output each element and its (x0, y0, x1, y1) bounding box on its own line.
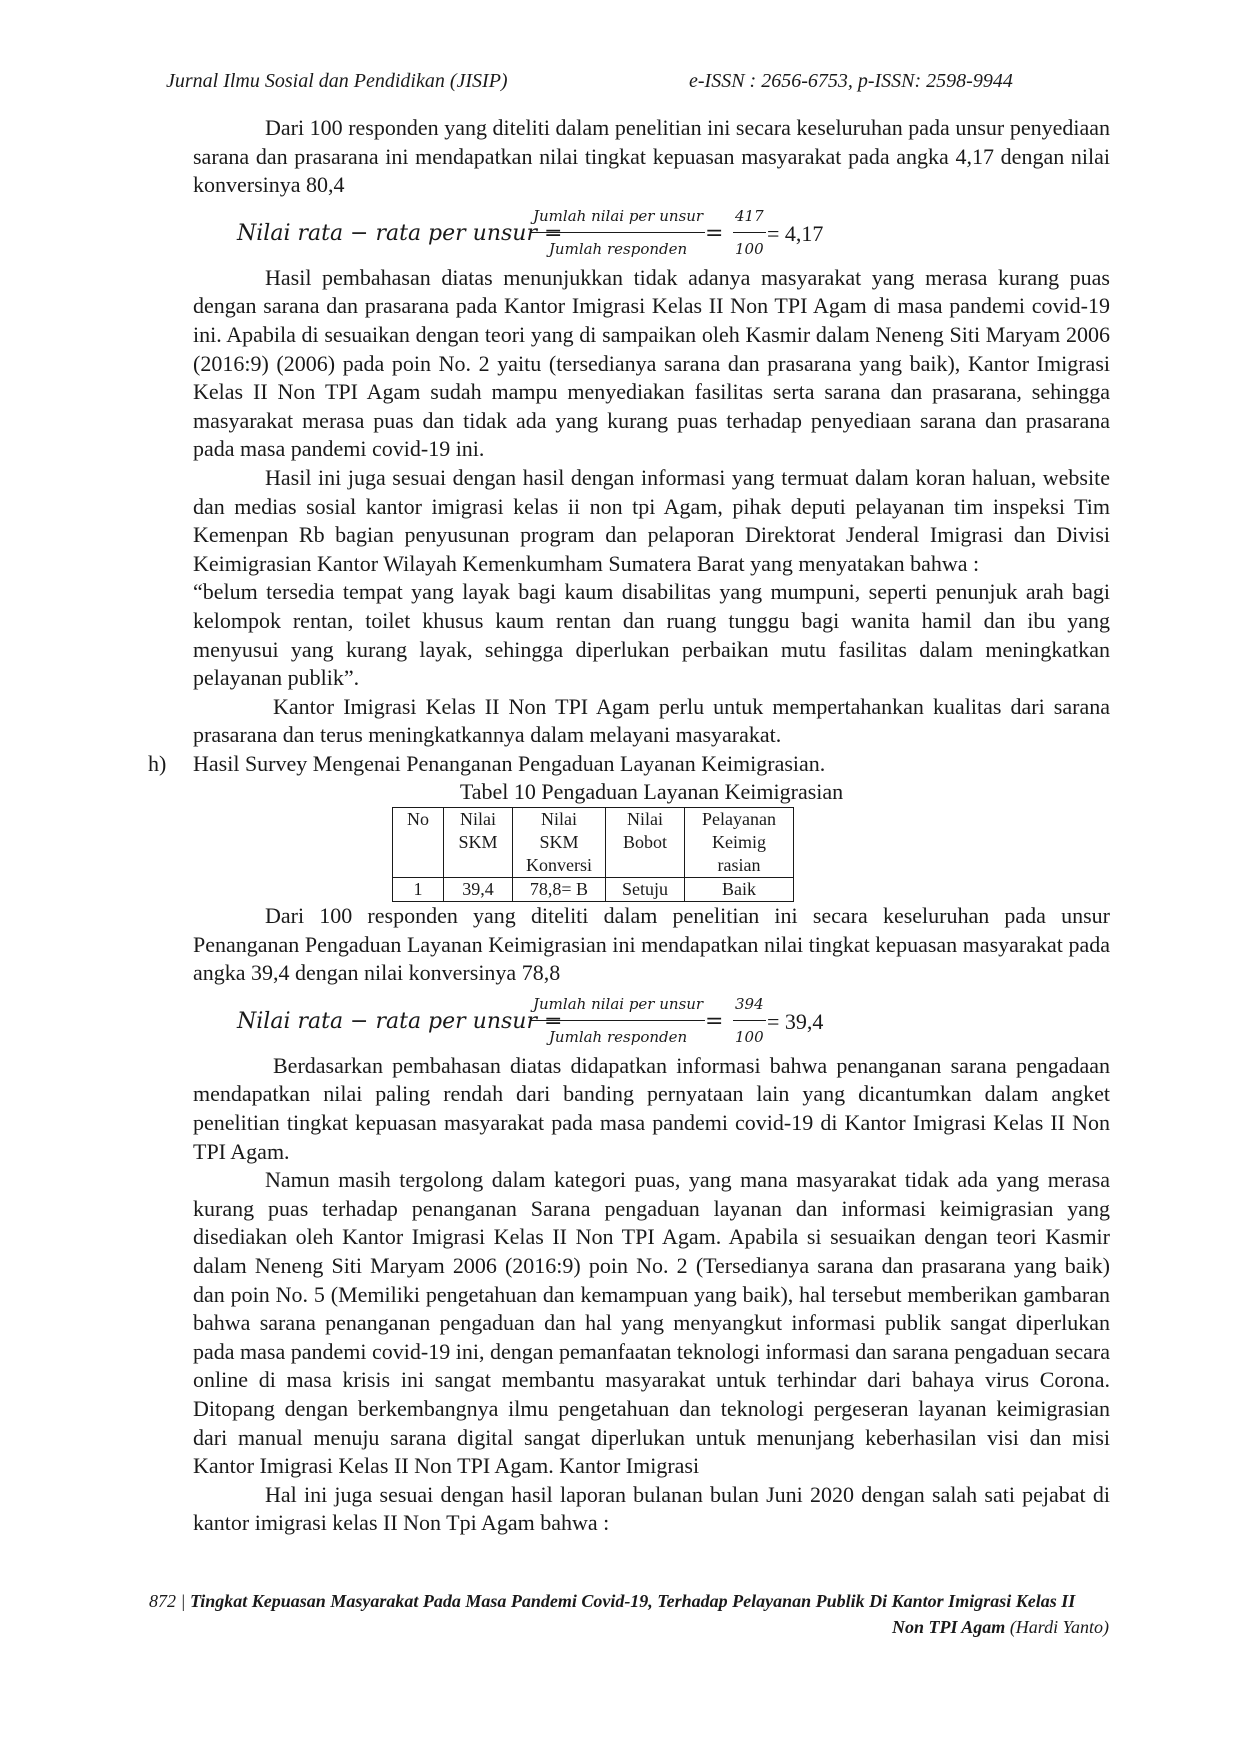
header-cell-nilai-bobot: Nilai Bobot (606, 808, 685, 878)
footer-line-1 (149, 1588, 1109, 1614)
footer-author: (Hardi Yanto) (1009, 1617, 1109, 1637)
list-item-h (148, 750, 1110, 779)
list-text: Hasil Survey Mengenai Penanganan Pengaduan Layanan Keimigrasian. (193, 750, 826, 776)
article-body (148, 114, 1110, 1538)
fraction-numerator: Jumlah nilai per unsur (531, 990, 705, 1022)
formula-average-2 (193, 988, 1110, 1052)
table-cell: Baik (685, 878, 794, 902)
running-footer (149, 1588, 1109, 1640)
formula-average-1 (193, 200, 1110, 264)
table-cell: 78,8= B (513, 878, 606, 902)
fraction-denominator: 100 (735, 240, 764, 259)
paragraph: Dari 100 responden yang diteliti dalam penelitian ini secara keseluruhan pada unsur penyediaan sarana dan prasarana ini mendapatkan nilai tingkat kepuasan masyarakat pada angka 4,17 dengan nilai konversinya 80,4 (193, 115, 1110, 198)
footer-separator: | (180, 1591, 186, 1611)
formula-fraction (531, 202, 705, 264)
table-cell: 39,4 (444, 878, 513, 902)
paragraph: Hasil ini juga sesuai dengan hasil dengan informasi yang termuat dalam koran haluan, website dan medias sosial kantor imigrasi kelas ii non tpi Agam, pihak deputi pelayanan tim inspeksi Tim Kemenpan Rb bagian penyusunan program dan pelaporan Direktorat Jenderal Imigrasi dan Divisi Keimigrasian Kantor Wilayah Kemenkumham Sumatera Barat yang menyatakan bahwa : (193, 464, 1110, 576)
table-caption: Tabel 10 Pengaduan Layanan Keimigrasian (459, 779, 844, 805)
list-label: h) (148, 750, 167, 776)
fraction-denominator: Jumlah responden (548, 1028, 688, 1047)
paragraph: Hasil pembahasan diatas menunjukkan tidak adanya masyarakat yang merasa kurang puas dengan sarana dan prasarana pada Kantor Imigrasi Kelas II Non TPI Agam di masa pandemi covid-19 ini. Apabila di sesuaikan dengan teori yang di sampaikan oleh Kasmir dalam Neneng Siti Maryam 2006 (2016:9) (2006) pada poin No. 2 yaitu (tersedianya sarana dan prasarana yang baik), Kantor Imigrasi Kelas II Non TPI Agam sudah mampu menyediakan fasilitas serta sarana dan prasarana, sehingga masyarakat merasa puas dan tidak ada yang kurang puas terhadap penyediaan sarana dan prasarana pada masa pandemi covid-19 ini. (193, 264, 1110, 462)
formula-result: = 4,17 (767, 220, 824, 246)
header-cell-nilai-skm-konversi: Nilai SKM Konversi (513, 808, 606, 878)
table-10 (392, 807, 794, 902)
fraction-denominator: Jumlah responden (548, 240, 688, 259)
paragraph: Berdasarkan pembahasan diatas didapatkan informasi bahwa penanganan sarana pengadaan mendapatkan nilai paling rendah dari banding pernyataan lain yang dicantumkan dalam angket penelitian tingkat kepuasan masyarakat pada masa pandemi covid-19 di Kantor Imigrasi Kelas II Non TPI Agam. (193, 1052, 1110, 1164)
formula-equals: = (705, 1008, 724, 1034)
formula-lhs: Nilai rata − rata per unsur = (237, 1008, 563, 1034)
quotation: “belum tersedia tempat yang layak bagi kaum disabilitas yang mumpuni, seperti penunjuk arah bagi kelompok rentan, toilet khusus kaum rentan dan ruang tunggu bagi wanita hamil dan ibu yang menyusui yang kurang layak, sehingga diperlukan perbaikan mutu fasilitas dalam meningkatkan pelayanan publik”. (193, 579, 1110, 691)
journal-name: Jurnal Ilmu Sosial dan Pendidikan (JISIP) (166, 70, 508, 92)
formula-equals: = (705, 220, 724, 246)
formula-fraction (531, 990, 705, 1052)
formula-fraction-values (733, 202, 766, 264)
table-cell: Setuju (606, 878, 685, 902)
formula-result: = 39,4 (767, 1008, 824, 1034)
table-header-row (393, 808, 794, 878)
formula-fraction-values (733, 990, 766, 1052)
footer-line-2 (149, 1614, 1109, 1640)
paragraph: Kantor Imigrasi Kelas II Non TPI Agam perlu untuk mempertahankan kualitas dari sarana prasarana dan terus meningkatkannya dalam melayani masyarakat. (193, 693, 1110, 748)
formula-lhs: Nilai rata − rata per unsur = (237, 220, 563, 246)
header-cell-nilai-skm: Nilai SKM (444, 808, 513, 878)
fraction-numerator: Jumlah nilai per unsur (531, 202, 705, 234)
table-cell: 1 (393, 878, 444, 902)
fraction-numerator: 417 (733, 202, 766, 234)
table-row (393, 878, 794, 902)
header-cell-no: No (393, 808, 444, 878)
paragraph: Hal ini juga sesuai dengan hasil laporan bulanan bulan Juni 2020 dengan salah sati pejabat di kantor imigrasi kelas II Non Tpi Agam bahwa : (193, 1481, 1110, 1536)
page-number: 872 (149, 1591, 176, 1611)
fraction-numerator: 394 (733, 990, 766, 1022)
paragraph: Dari 100 responden yang diteliti dalam penelitian ini secara keseluruhan pada unsur Penanganan Pengaduan Layanan Keimigrasian ini mendapatkan nilai tingkat kepuasan masyarakat pada angka 39,4 dengan nilai konversinya 78,8 (193, 903, 1110, 986)
issn-info: e-ISSN : 2656-6753, p-ISSN: 2598-9944 (689, 70, 1013, 92)
footer-title: Tingkat Kepuasan Masyarakat Pada Masa Pandemi Covid-19, Terhadap Pelayanan Publik Di Kantor Imigrasi Kelas II (189, 1591, 1076, 1611)
paragraph: Namun masih tergolong dalam kategori puas, yang mana masyarakat tidak ada yang merasa kurang puas terhadap penanganan Sarana pengaduan layanan dan informasi keimigrasian yang disediakan oleh Kantor Imigrasi Kelas II Non TPI Agam. Apabila si sesuaikan dengan teori Kasmir dalam Neneng Siti Maryam 2006 (2016:9) poin No. 2 (Tersedianya sarana dan prasarana yang baik) dan poin No. 5 (Memiliki pengetahuan dan kemampuan yang baik), hal tersebut memberikan gambaran bahwa sarana penanganan pengaduan dan hal yang menyangkut informasi publik sangat diperlukan pada masa pandemi covid-19 ini, dengan pemanfaatan teknologi informasi dan sarana pengaduan secara online di masa krisis ini sangat membantu masyarakat untuk terhindar dari bahaya virus Corona. Ditopang dengan berkembangnya ilmu pengetahuan dan teknologi pergeseran layanan keimigrasian dari manual menuju sarana digital sangat diperlukan untuk menunjang keberhasilan visi dan misi Kantor Imigrasi Kelas II Non TPI Agam. Kantor Imigrasi (193, 1167, 1110, 1479)
header-cell-pelayanan: Pelayanan Keimig rasian (685, 808, 794, 878)
running-header (166, 70, 1076, 100)
fraction-denominator: 100 (735, 1028, 764, 1047)
footer-title-cont: Non TPI Agam (891, 1617, 1006, 1637)
